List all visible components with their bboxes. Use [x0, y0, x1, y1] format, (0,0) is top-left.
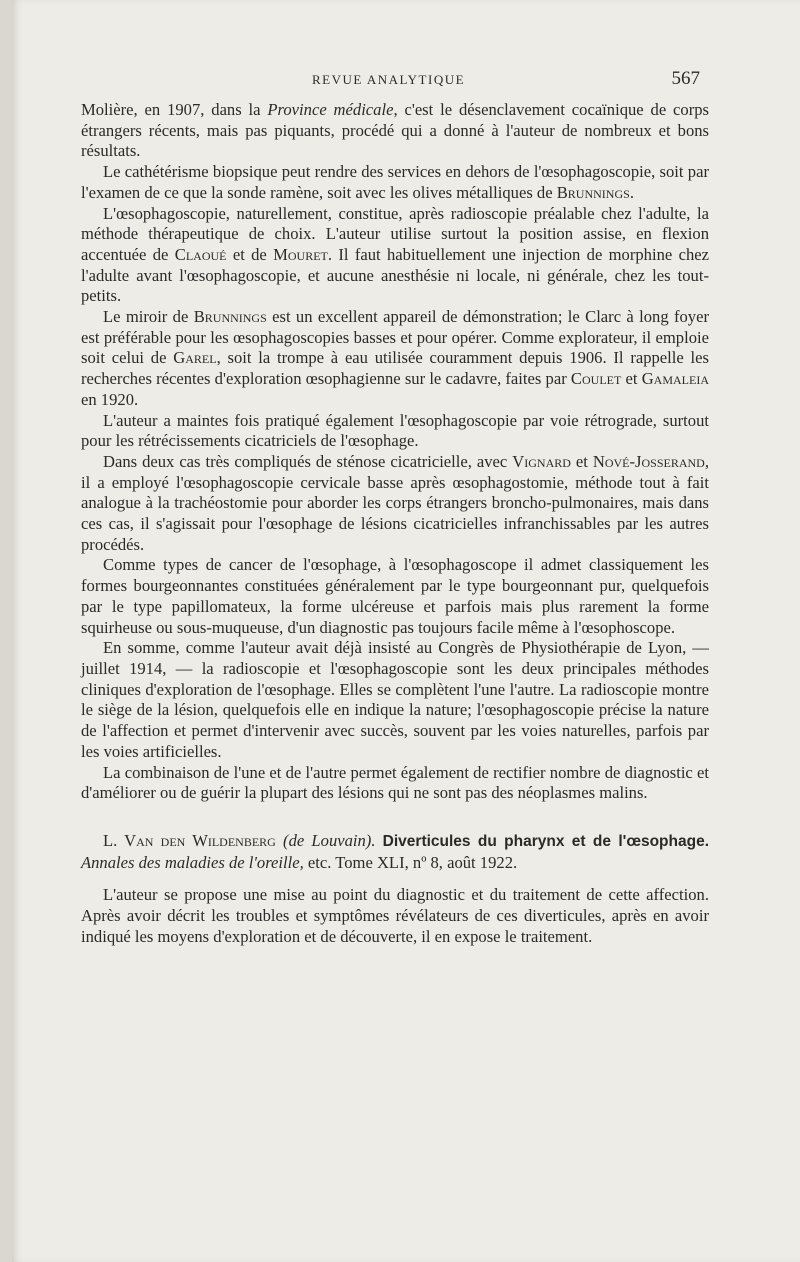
paragraph-5: L'auteur a maintes fois pratiqué également l'œsophagoscopie par voie rétrograde, surtout pour les rétrécissements cicatriciels de l'œsophage.: [81, 410, 709, 451]
paragraph-1: [81, 100, 709, 162]
text-run: L'œsophagoscopie, naturellement, constitue, après radioscopie préalable chez l'adulte, la méthode thérapeutique de choix. L'auteur utilise surtout la position assise, en flexion accentuée de: [81, 203, 709, 264]
reference-title: Diverticules du pharynx et de l'œsophage.: [382, 832, 709, 850]
article-body: [81, 100, 709, 947]
paragraph-6: [81, 452, 709, 556]
author-name: Mouret: [273, 244, 328, 264]
author-name: Claoué: [174, 244, 227, 264]
paragraph-8: En somme, comme l'auteur avait déjà insisté au Congrès de Physiothérapie de Lyon, — juillet 1914, — la radioscopie et l'œsophagoscopie sont les deux principales méthodes cliniques d'exploration de l'œsophage. Elles se complètent l'une l'autre. La radioscopie montre le siège de la lésion, quelquefois elle en indique la nature; l'œsophagoscopie précise la nature de l'affection et permet d'intervenir avec succès, souvent par les voies naturelles, parfois par les voies artificielles.: [81, 638, 709, 761]
text-run: en 1920.: [81, 389, 139, 409]
page-header: [12, 68, 800, 92]
paragraph-3: [81, 204, 709, 308]
text-run: et: [621, 369, 642, 389]
text-run: Le cathétérisme biopsique peut rendre des services en dehors de l'œsophagoscopie, soit par l'examen de ce que la sonde ramène, soit avec les olives métalliques de: [81, 162, 709, 202]
text-run: Dans deux cas très compliqués de sténose cicatricielle, avec: [103, 451, 513, 471]
bibliographic-reference: [81, 831, 709, 873]
author-name: Nové-Josserand: [592, 451, 705, 471]
reference-summary: L'auteur se propose une mise au point du diagnostic et du traitement de cette affection. Après avoir décrit les troubles et symptômes révélateurs de ces diverticules, après en avoir indiqué les moyens d'exploration et de découverte, il en expose le traitement.: [81, 885, 709, 946]
text-run: .: [629, 182, 634, 202]
reference-place: (de Louvain).: [283, 830, 376, 850]
running-title: REVUE ANALYTIQUE: [312, 72, 466, 87]
journal-title: Province médicale: [267, 100, 394, 119]
author-name: Gamaleia: [641, 369, 709, 389]
text-run: Molière, en 1907, dans la: [81, 100, 268, 119]
page: [12, 0, 800, 1262]
reference-details: etc. Tome XLI, nº 8, août 1922.: [307, 852, 518, 872]
text-run: et: [570, 451, 593, 471]
paragraph-4: [81, 307, 709, 411]
text-run: , il a employé l'œsophagoscopie cervicale basse après œsophagostomie, méthode tout à fait analogue à la trachéostomie pour aborder les corps étrangers broncho-pulmonaires, mais dans ces cas, il s'agissait pour l'œsophage de lésions cicatricielles infranchissables par les autres procédés.: [81, 451, 709, 554]
author-name: Vignard: [512, 451, 571, 471]
text-run: est un excellent appareil de démonstration; le Clarc à long foyer est préférable pour les œsophagoscopies basses et pour opérer. Comme explorateur, il emploie soit celui de: [81, 307, 709, 368]
author-name: Brunnings: [556, 182, 630, 202]
text-run: et de: [226, 244, 274, 264]
author-name: Brunnings: [193, 307, 267, 327]
paragraph-7: Comme types de cancer de l'œsophage, à l'œsophagoscope il admet classiquement les formes bourgeonnantes constituées généralement par le type bourgeonnant pur, quelquefois par le type papillomateux, la forme ulcéreuse et parfois mais plus rarement la forme squirheuse ou sous-muqueuse, d'un diagnostic pas toujours facile même à l'œsophoscope.: [81, 555, 709, 637]
reference-author: L. Van den Wildenberg: [103, 830, 276, 850]
text-run: , c'est le désenclavement cocaïnique de corps étrangers récents, mais pas piquants, procédé qui a donné à l'auteur de nombreux et bons résultats.: [81, 100, 709, 161]
paragraph-2: [81, 162, 709, 203]
page-number: 567: [671, 68, 700, 89]
text-run: . Il faut habituellement une injection de morphine chez l'adulte avant l'œsophagoscopie, et aucune anesthésie ni locale, ni générale, chez les tout-petits.: [81, 244, 709, 306]
author-name: Coulet: [570, 369, 622, 389]
text-run: Le miroir de: [103, 307, 194, 327]
text-run: , soit la trompe à eau utilisée couramment depuis 1906. Il rappelle les recherches récentes d'exploration œsophagienne sur le cadavre, faites par: [81, 348, 709, 389]
author-name: Garel: [173, 348, 217, 368]
reference-journal: Annales des maladies de l'oreille,: [81, 852, 304, 872]
paragraph-9: La combinaison de l'une et de l'autre permet également de rectifier nombre de diagnostic et d'améliorer ou de guérir la plupart des lésions qui ne sont pas des néoplasmes malins.: [81, 762, 709, 803]
